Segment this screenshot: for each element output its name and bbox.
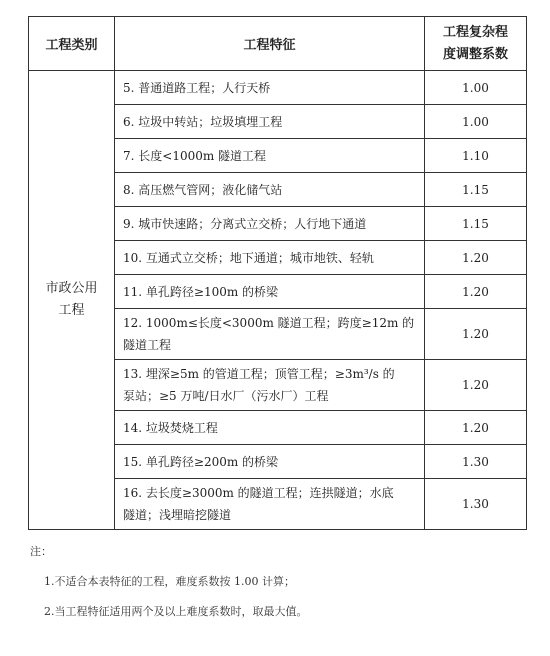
feature-text: 16. 去长度≥3000m 的隧道工程；连拱隧道；水底	[123, 486, 394, 500]
feature-text: 13. 埋深≥5m 的管道工程；顶管工程；≥3m³/s 的	[123, 367, 395, 381]
coefficient-cell: 1.15	[425, 207, 527, 241]
table-row	[29, 71, 527, 105]
coefficient-table	[28, 16, 527, 530]
feature-cell	[115, 445, 425, 479]
table-header-row	[29, 17, 527, 71]
note-item-1: 1.不适合本表特征的工程，难度系数按 1.00 计算；	[44, 575, 295, 588]
notes-section	[30, 544, 308, 620]
feature-text: 15. 单孔跨径≥200m 的桥梁	[123, 454, 279, 469]
feature-text: 泵站；≥5 万吨/日水厂（污水厂）工程	[123, 389, 329, 403]
coefficient-cell: 1.15	[425, 173, 527, 207]
feature-cell	[115, 275, 425, 309]
feature-text: 11. 单孔跨径≥100m 的桥梁	[123, 284, 279, 299]
header-coefficient-line2: 度调整系数	[442, 46, 508, 62]
coefficient-cell: 1.00	[425, 105, 527, 139]
coefficient-cell: 1.20	[425, 360, 527, 411]
coefficient-cell: 1.00	[425, 71, 527, 105]
coefficient-cell: 1.20	[425, 309, 527, 360]
feature-cell	[115, 479, 425, 530]
feature-text: 6. 垃圾中转站；垃圾填埋工程	[123, 114, 283, 129]
category-line2: 工程	[58, 303, 85, 318]
feature-text: 7. 长度<1000m 隧道工程	[123, 148, 267, 163]
header-category: 工程类别	[29, 17, 115, 71]
feature-cell	[115, 139, 425, 173]
header-feature: 工程特征	[115, 17, 425, 71]
coefficient-cell: 1.10	[425, 139, 527, 173]
notes-title: 注：	[30, 545, 52, 558]
feature-text: 12. 1000m≤长度<3000m 隧道工程；跨度≥12m 的	[123, 316, 415, 330]
feature-text: 隧道工程	[123, 338, 172, 352]
header-coefficient	[425, 17, 527, 71]
category-cell	[29, 71, 115, 530]
coefficient-cell: 1.30	[425, 445, 527, 479]
feature-cell	[115, 309, 425, 360]
coefficient-cell: 1.30	[425, 479, 527, 530]
feature-cell	[115, 173, 425, 207]
feature-text: 8. 高压燃气管网；液化储气站	[123, 182, 283, 197]
category-line1: 市政公用	[45, 281, 98, 296]
feature-text: 14. 垃圾焚烧工程	[123, 420, 218, 435]
feature-cell	[115, 71, 425, 105]
coefficient-cell: 1.20	[425, 241, 527, 275]
feature-text: 10. 互通式立交桥；地下通道；城市地铁、轻轨	[123, 250, 374, 265]
note-item-2: 2.当工程特征适用两个及以上难度系数时，取最大值。	[44, 605, 308, 618]
feature-cell	[115, 360, 425, 411]
feature-text: 5. 普通道路工程；人行天桥	[123, 80, 271, 95]
feature-cell	[115, 411, 425, 445]
feature-text: 隧道；浅埋暗挖隧道	[123, 508, 232, 522]
feature-cell	[115, 105, 425, 139]
feature-cell	[115, 241, 425, 275]
coefficient-cell: 1.20	[425, 275, 527, 309]
feature-text: 9. 城市快速路；分离式立交桥；人行地下通道	[123, 216, 367, 231]
feature-cell	[115, 207, 425, 241]
coefficient-cell: 1.20	[425, 411, 527, 445]
header-coefficient-line1: 工程复杂程	[442, 24, 508, 40]
